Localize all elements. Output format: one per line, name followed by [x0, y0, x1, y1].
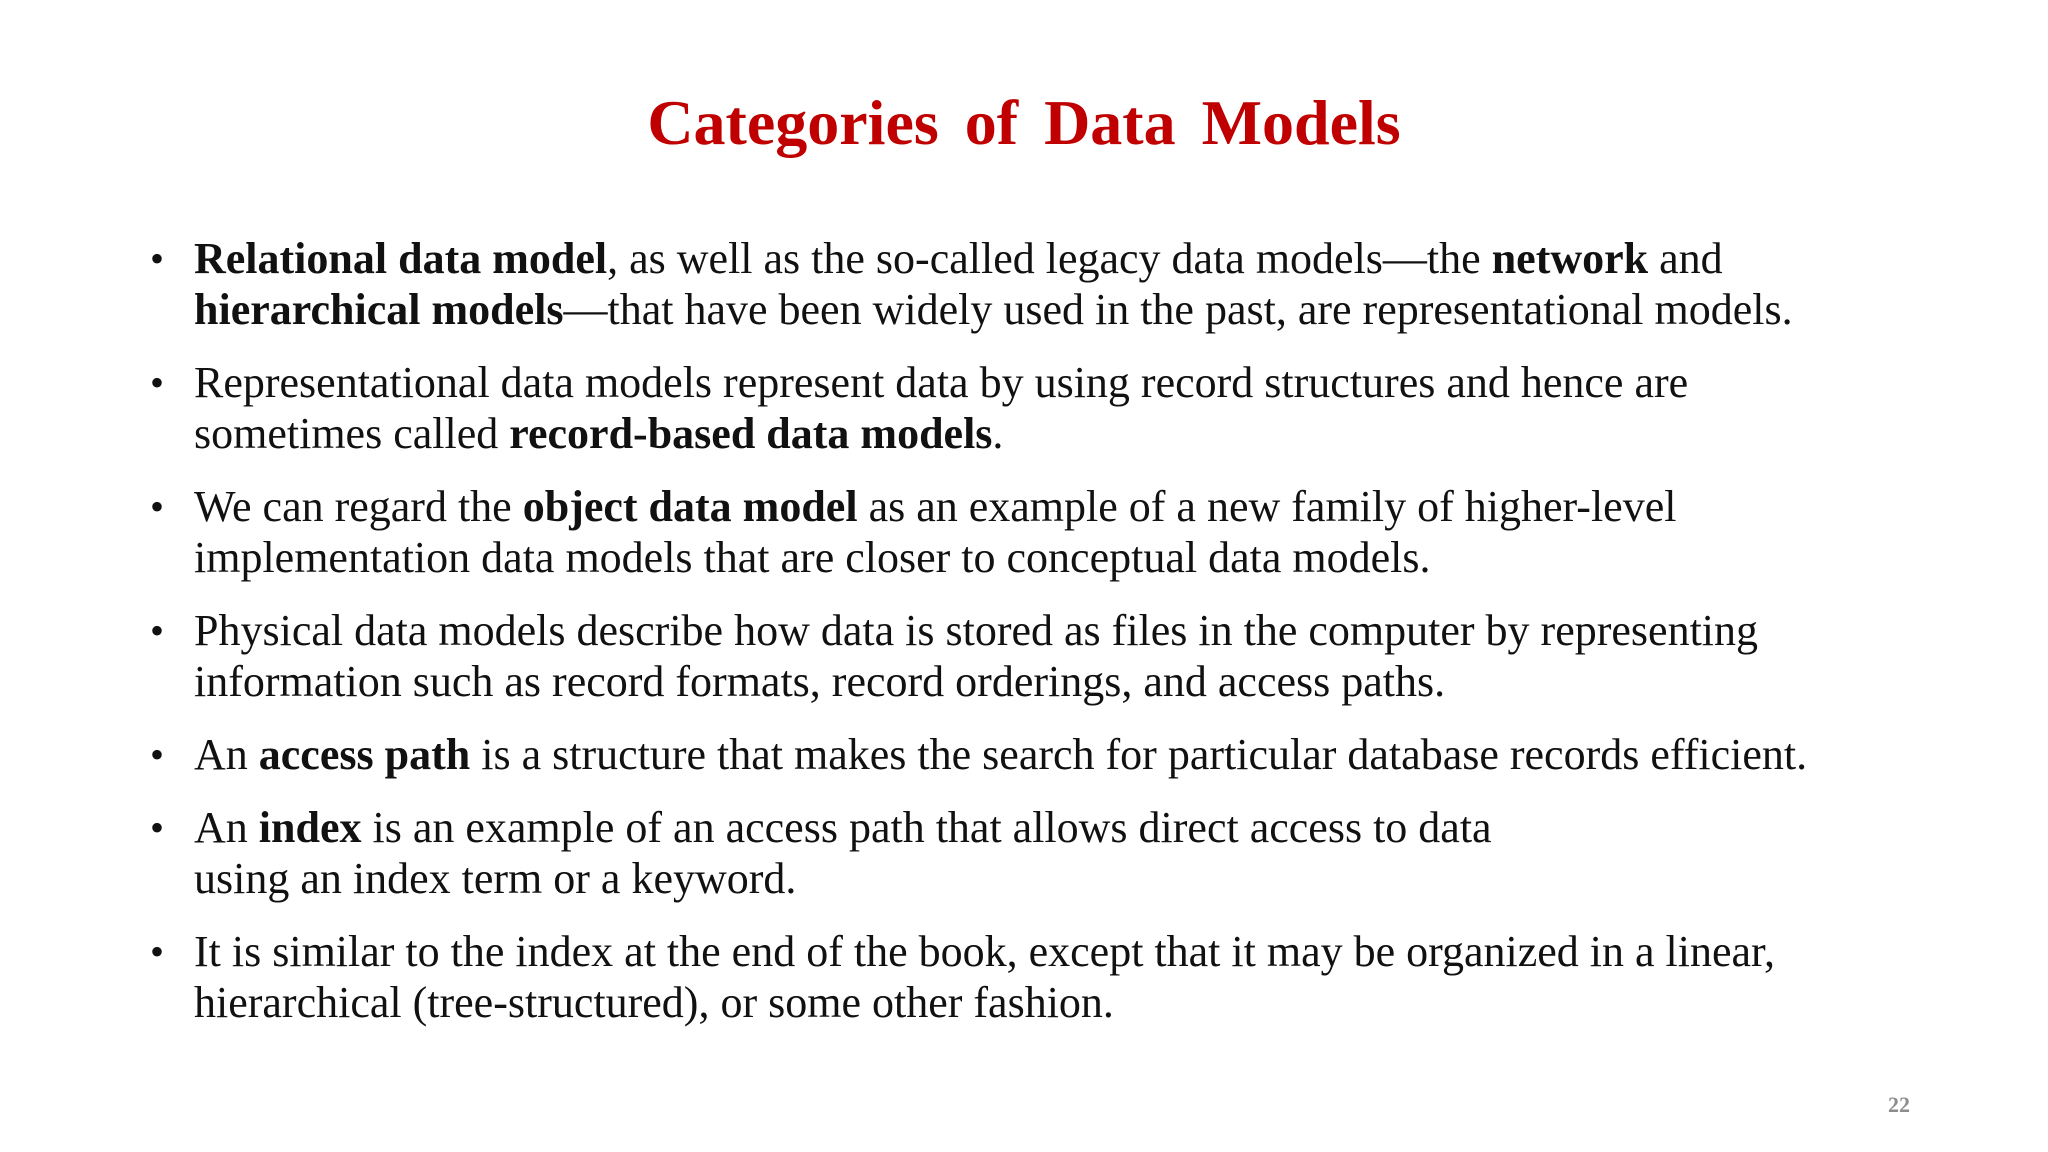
bullet-text: and [1648, 234, 1723, 283]
bullet-text: Representational data models represent data by using record structures and hence are [194, 358, 1689, 407]
bullet-line [194, 656, 1950, 707]
bullet-dot-icon: • [150, 484, 165, 529]
bullet-text: , as well as the so-called legacy data models—the [607, 234, 1492, 283]
bullet-line [194, 729, 1950, 780]
bold-term: record-based data models [509, 409, 993, 458]
bullet-item [150, 233, 1950, 335]
bullet-text: information such as record formats, record orderings, and access paths. [194, 657, 1446, 706]
bullet-line [194, 408, 1950, 459]
bold-term: Relational data model [194, 234, 608, 283]
bullet-line [194, 233, 1950, 284]
bullet-dot-icon: • [150, 805, 165, 850]
bold-term: network [1491, 234, 1649, 283]
bullet-text: An [194, 730, 259, 779]
bold-term: index [258, 803, 362, 852]
bullet-text: . [992, 409, 1004, 458]
bullet-text: is a structure that makes the search for particular database records efficient. [470, 730, 1808, 779]
bullet-dot-icon: • [150, 236, 165, 281]
bullet-line [194, 357, 1950, 408]
bullet-line [194, 853, 1950, 904]
bullet-dot-icon: • [150, 360, 165, 405]
bullet-line [194, 481, 1950, 532]
bullet-item [150, 481, 1950, 583]
bold-term: object data model [522, 482, 858, 531]
bullet-text: —that have been widely used in the past, are representational models. [563, 285, 1793, 334]
bullet-text: An [194, 803, 259, 852]
bold-term: hierarchical models [194, 285, 564, 334]
bullet-text: sometimes called [194, 409, 510, 458]
bullet-dot-icon: • [150, 608, 165, 653]
bullet-item [150, 605, 1950, 707]
bullet-text: is an example of an access path that allows direct access to data [361, 803, 1492, 852]
bullet-line [194, 977, 1950, 1028]
slide-title: Categories of Data Models [647, 87, 1401, 158]
bullet-list [150, 233, 1950, 1050]
bullet-item [150, 729, 1950, 780]
bullet-text: using an index term or a keyword. [194, 854, 797, 903]
bullet-text: We can regard the [194, 482, 523, 531]
bullet-text: implementation data models that are closer to conceptual data models. [194, 533, 1431, 582]
bullet-item [150, 926, 1950, 1028]
page-number: 22 [1888, 1092, 1910, 1117]
bullet-item [150, 802, 1950, 904]
bullet-text: It is similar to the index at the end of the book, except that it may be organized in a linear, [194, 927, 1775, 976]
bullet-text: as an example of a new family of higher-level [857, 482, 1677, 531]
bullet-line [194, 605, 1950, 656]
bullet-line [194, 532, 1950, 583]
bullet-text: hierarchical (tree-structured), or some other fashion. [194, 978, 1114, 1027]
bullet-line [194, 926, 1950, 977]
bullet-item [150, 357, 1950, 459]
bullet-line [194, 802, 1950, 853]
bullet-line [194, 284, 1950, 335]
bold-term: access path [258, 730, 471, 779]
bullet-text: Physical data models describe how data is stored as files in the computer by representing [194, 606, 1759, 655]
bullet-dot-icon: • [150, 732, 165, 777]
bullet-dot-icon: • [150, 929, 165, 974]
